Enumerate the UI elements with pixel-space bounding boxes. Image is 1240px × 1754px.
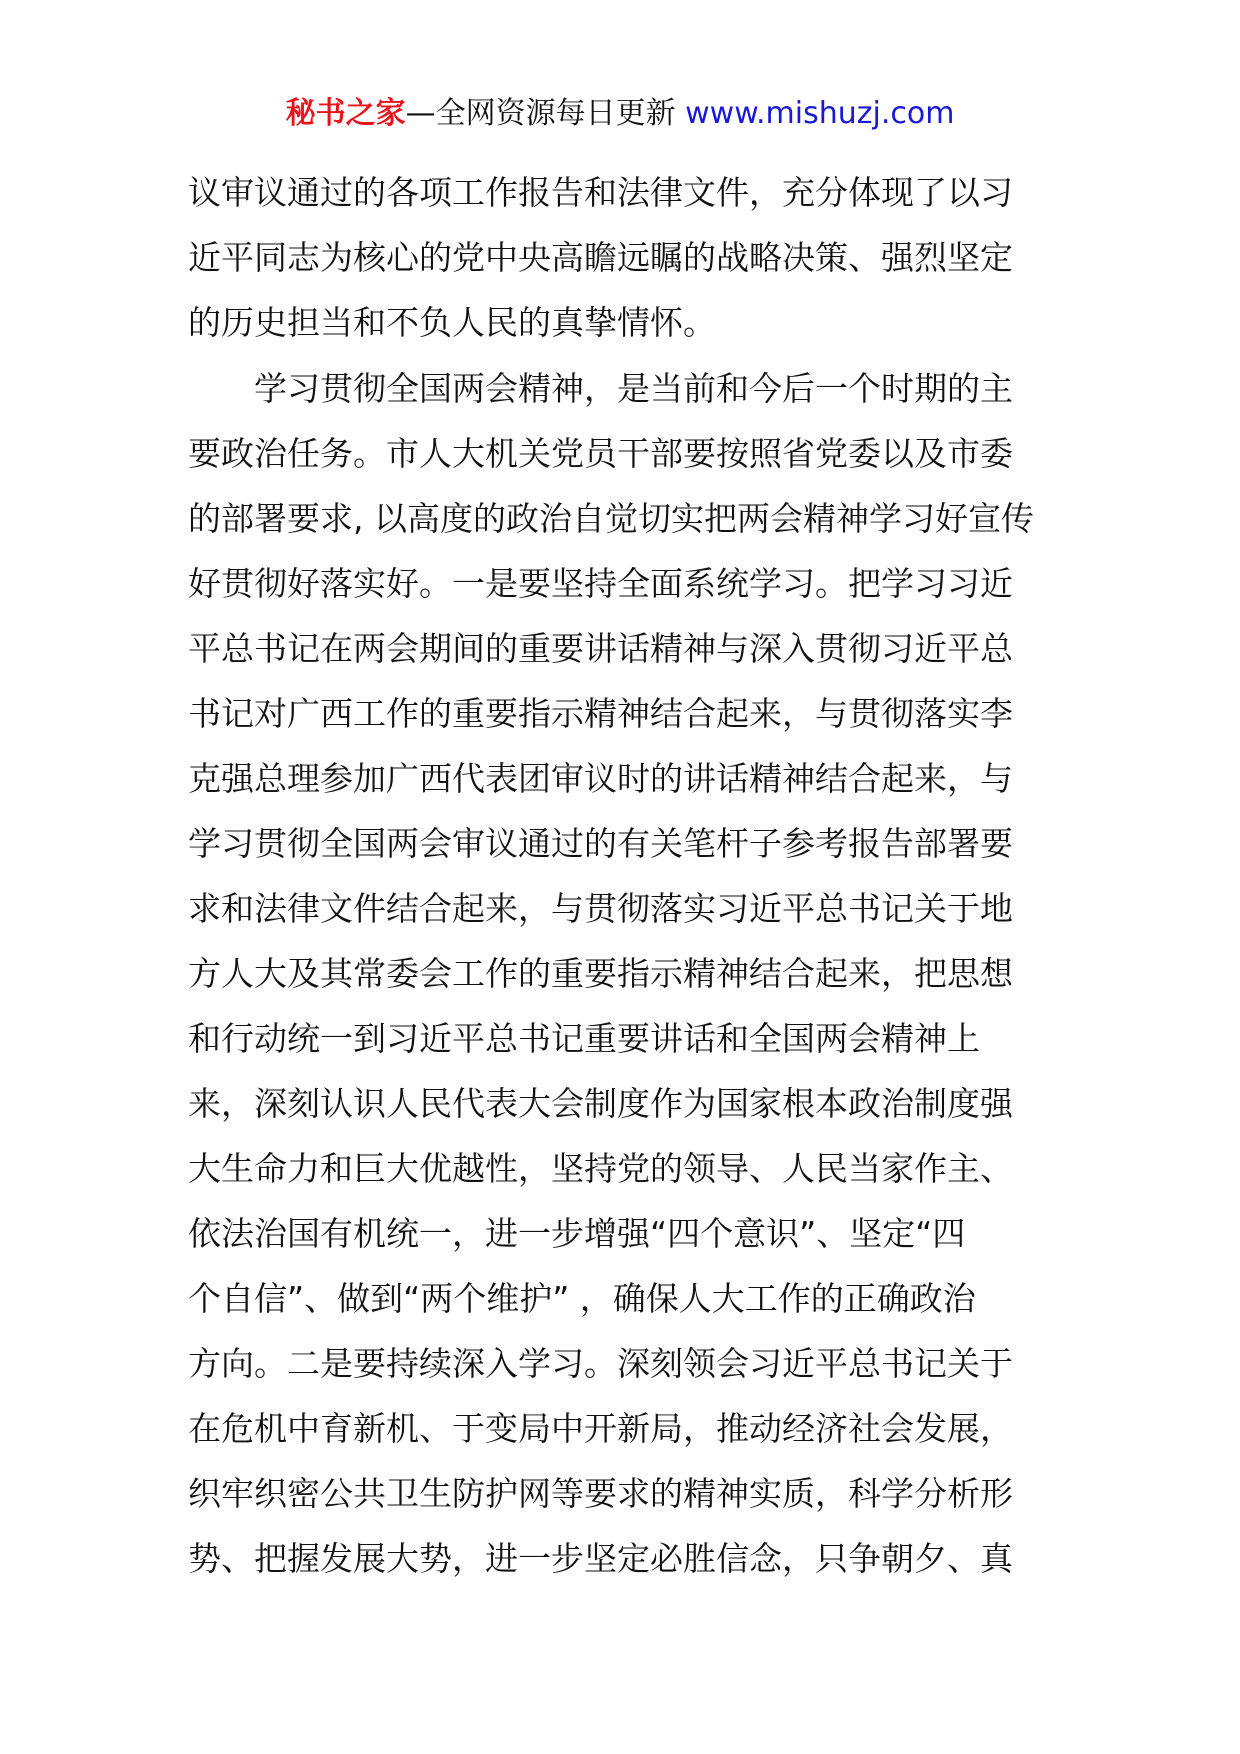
text-line: 克强总理参加广西代表团审议时的讲话精神结合起来，与 [188,759,1013,798]
text-line: 的历史担当和不负人民的真挚情怀。 [188,303,716,342]
text-line: 方向。二是要持续深入学习。深刻领会习近平总书记关于 [188,1344,1013,1383]
text-line: 势、把握发展大势，进一步坚定必胜信念，只争朝夕、真 [188,1539,1013,1578]
text-line: 的部署要求, 以高度的政治自觉切实把两会精神学习好宣传 [188,499,1034,538]
text-line: 要政治任务。市人大机关党员干部要按照省党委以及市委 [188,434,1013,473]
header-tagline: 全网资源每日更新 [435,96,686,131]
text-line: 书记对广西工作的重要指示精神结合起来，与贯彻落实李 [188,694,1013,733]
document-body [188,160,1058,1591]
text-line: 求和法律文件结合起来，与贯彻落实习近平总书记关于地 [188,889,1013,928]
text-line: 学习贯彻全国两会精神，是当前和今后一个时期的主 [188,369,1013,408]
site-url-link[interactable]: www.mishuzj.com [685,96,955,131]
text-line: 方人大及其常委会工作的重要指示精神结合起来，把思想 [188,954,1013,993]
site-header [0,92,1240,136]
text-line: 大生命力和巨大优越性，坚持党的领导、人民当家作主、 [188,1149,1013,1188]
text-line: 和行动统一到习近平总书记重要讲话和全国两会精神上 [188,1019,980,1058]
text-line: 在危机中育新机、于变局中开新局，推动经济社会发展， [188,1409,1013,1448]
text-line: 个自信”、做到“两个维护” ，确保人大工作的正确政治 [188,1279,976,1318]
text-line: 来，深刻认识人民代表大会制度作为国家根本政治制度强 [188,1084,1013,1123]
text-line: 平总书记在两会期间的重要讲话精神与深入贯彻习近平总 [188,629,1013,668]
text-line: 织牢织密公共卫生防护网等要求的精神实质，科学分析形 [188,1474,1013,1513]
header-dash: — [405,96,436,131]
text-line: 议审议通过的各项工作报告和法律文件，充分体现了以习 [188,173,1013,212]
text-line: 依法治国有机统一，进一步增强“四个意识”、坚定“四 [188,1214,966,1253]
brand-name: 秘书之家 [285,96,406,131]
text-line: 好贯彻好落实好。一是要坚持全面系统学习。把学习习近 [188,564,1013,603]
text-line: 近平同志为核心的党中央高瞻远瞩的战略决策、强烈坚定 [188,238,1013,277]
text-line: 学习贯彻全国两会审议通过的有关笔杆子参考报告部署要 [188,824,1013,863]
